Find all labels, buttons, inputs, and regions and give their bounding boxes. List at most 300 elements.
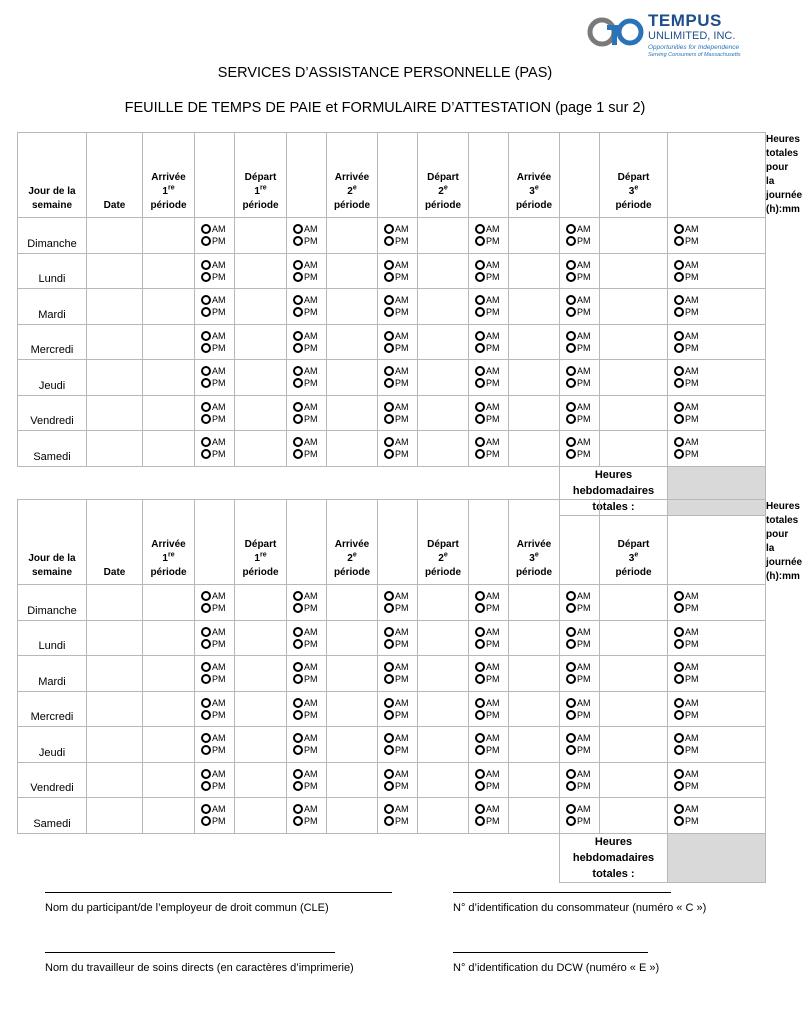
am-radio-icon[interactable]	[475, 260, 485, 270]
pm-option[interactable]	[293, 744, 326, 756]
pm-option[interactable]	[566, 448, 599, 460]
am-radio-icon[interactable]	[566, 733, 576, 743]
am-radio-icon[interactable]	[384, 769, 394, 779]
pm-option[interactable]	[674, 342, 765, 354]
pm-option[interactable]	[475, 744, 508, 756]
am-radio-icon[interactable]	[384, 402, 394, 412]
pm-option[interactable]	[201, 780, 234, 792]
am-option[interactable]	[475, 259, 508, 271]
time-cell-arrivee2[interactable]	[327, 656, 378, 692]
time-cell-depart2[interactable]	[418, 218, 469, 254]
time-cell-arrivee3[interactable]	[509, 691, 560, 727]
am-radio-icon[interactable]	[384, 366, 394, 376]
pm-option[interactable]	[293, 235, 326, 247]
pm-option[interactable]	[384, 448, 417, 460]
time-cell-depart3[interactable]	[600, 762, 668, 798]
pm-option[interactable]	[674, 377, 765, 389]
pm-option[interactable]	[201, 815, 234, 827]
time-cell-depart1[interactable]	[235, 656, 287, 692]
am-radio-icon[interactable]	[475, 366, 485, 376]
pm-radio-icon[interactable]	[293, 639, 303, 649]
am-option[interactable]	[384, 259, 417, 271]
pm-option[interactable]	[293, 377, 326, 389]
pm-option[interactable]	[201, 744, 234, 756]
pm-radio-icon[interactable]	[566, 639, 576, 649]
pm-option[interactable]	[384, 377, 417, 389]
pm-option[interactable]	[674, 815, 765, 827]
pm-option[interactable]	[201, 235, 234, 247]
time-cell-depart1[interactable]	[235, 727, 287, 763]
date-cell[interactable]	[87, 585, 143, 621]
pm-radio-icon[interactable]	[384, 745, 394, 755]
time-cell-arrivee3[interactable]	[509, 395, 560, 431]
am-radio-icon[interactable]	[566, 662, 576, 672]
am-radio-icon[interactable]	[674, 804, 684, 814]
am-option[interactable]	[674, 330, 765, 342]
pm-option[interactable]	[566, 638, 599, 650]
pm-option[interactable]	[384, 271, 417, 283]
pm-option[interactable]	[566, 780, 599, 792]
pm-option[interactable]	[674, 673, 765, 685]
am-option[interactable]	[384, 768, 417, 780]
time-cell-arrivee2[interactable]	[327, 585, 378, 621]
am-option[interactable]	[384, 626, 417, 638]
date-cell[interactable]	[87, 656, 143, 692]
am-radio-icon[interactable]	[566, 804, 576, 814]
time-cell-depart2[interactable]	[418, 289, 469, 325]
pm-radio-icon[interactable]	[674, 307, 684, 317]
pm-radio-icon[interactable]	[674, 414, 684, 424]
am-radio-icon[interactable]	[293, 591, 303, 601]
pm-option[interactable]	[566, 306, 599, 318]
time-cell-arrivee3[interactable]	[509, 253, 560, 289]
am-radio-icon[interactable]	[566, 366, 576, 376]
time-cell-depart2[interactable]	[418, 585, 469, 621]
pm-radio-icon[interactable]	[475, 378, 485, 388]
pm-radio-icon[interactable]	[384, 414, 394, 424]
pm-radio-icon[interactable]	[475, 414, 485, 424]
am-radio-icon[interactable]	[566, 698, 576, 708]
am-option[interactable]	[674, 590, 765, 602]
pm-radio-icon[interactable]	[201, 307, 211, 317]
pm-option[interactable]	[566, 342, 599, 354]
am-radio-icon[interactable]	[475, 769, 485, 779]
pm-radio-icon[interactable]	[201, 781, 211, 791]
time-cell-arrivee1[interactable]	[143, 253, 195, 289]
time-cell-depart1[interactable]	[235, 431, 287, 467]
time-cell-depart3[interactable]	[600, 656, 668, 692]
pm-radio-icon[interactable]	[566, 307, 576, 317]
am-option[interactable]	[201, 223, 234, 235]
pm-option[interactable]	[293, 413, 326, 425]
pm-option[interactable]	[674, 709, 765, 721]
pm-option[interactable]	[384, 780, 417, 792]
pm-radio-icon[interactable]	[293, 816, 303, 826]
pm-radio-icon[interactable]	[674, 710, 684, 720]
time-cell-depart2[interactable]	[418, 798, 469, 834]
pm-option[interactable]	[293, 709, 326, 721]
time-cell-depart1[interactable]	[235, 798, 287, 834]
pm-option[interactable]	[384, 638, 417, 650]
am-radio-icon[interactable]	[674, 769, 684, 779]
am-radio-icon[interactable]	[674, 260, 684, 270]
time-cell-depart2[interactable]	[418, 431, 469, 467]
time-cell-arrivee1[interactable]	[143, 691, 195, 727]
am-radio-icon[interactable]	[475, 331, 485, 341]
pm-option[interactable]	[293, 673, 326, 685]
am-option[interactable]	[384, 732, 417, 744]
date-cell[interactable]	[87, 324, 143, 360]
time-cell-arrivee3[interactable]	[509, 620, 560, 656]
pm-option[interactable]	[566, 413, 599, 425]
pm-option[interactable]	[384, 673, 417, 685]
pm-option[interactable]	[201, 709, 234, 721]
pm-radio-icon[interactable]	[201, 816, 211, 826]
pm-radio-icon[interactable]	[674, 781, 684, 791]
pm-radio-icon[interactable]	[475, 236, 485, 246]
am-radio-icon[interactable]	[201, 224, 211, 234]
pm-option[interactable]	[475, 815, 508, 827]
pm-radio-icon[interactable]	[293, 236, 303, 246]
pm-option[interactable]	[475, 306, 508, 318]
am-option[interactable]	[201, 330, 234, 342]
am-option[interactable]	[293, 436, 326, 448]
am-option[interactable]	[674, 401, 765, 413]
am-radio-icon[interactable]	[475, 698, 485, 708]
am-option[interactable]	[201, 626, 234, 638]
time-cell-depart1[interactable]	[235, 218, 287, 254]
pm-radio-icon[interactable]	[384, 343, 394, 353]
am-option[interactable]	[293, 590, 326, 602]
time-cell-arrivee3[interactable]	[509, 431, 560, 467]
am-radio-icon[interactable]	[475, 402, 485, 412]
pm-option[interactable]	[293, 448, 326, 460]
time-cell-depart2[interactable]	[418, 324, 469, 360]
time-cell-depart2[interactable]	[418, 253, 469, 289]
am-option[interactable]	[384, 401, 417, 413]
time-cell-arrivee2[interactable]	[327, 289, 378, 325]
am-option[interactable]	[384, 697, 417, 709]
am-radio-icon[interactable]	[293, 295, 303, 305]
am-option[interactable]	[566, 365, 599, 377]
pm-radio-icon[interactable]	[384, 236, 394, 246]
pm-option[interactable]	[475, 235, 508, 247]
am-radio-icon[interactable]	[566, 295, 576, 305]
am-option[interactable]	[293, 803, 326, 815]
time-cell-arrivee2[interactable]	[327, 324, 378, 360]
pm-option[interactable]	[475, 342, 508, 354]
am-option[interactable]	[293, 732, 326, 744]
am-option[interactable]	[674, 223, 765, 235]
pm-option[interactable]	[201, 306, 234, 318]
am-option[interactable]	[566, 661, 599, 673]
pm-radio-icon[interactable]	[293, 272, 303, 282]
am-option[interactable]	[674, 697, 765, 709]
pm-radio-icon[interactable]	[566, 745, 576, 755]
time-cell-arrivee3[interactable]	[509, 727, 560, 763]
pm-radio-icon[interactable]	[475, 674, 485, 684]
am-option[interactable]	[475, 294, 508, 306]
date-cell[interactable]	[87, 727, 143, 763]
am-option[interactable]	[384, 365, 417, 377]
pm-radio-icon[interactable]	[566, 414, 576, 424]
pm-option[interactable]	[384, 413, 417, 425]
am-option[interactable]	[674, 626, 765, 638]
pm-option[interactable]	[566, 377, 599, 389]
am-radio-icon[interactable]	[566, 437, 576, 447]
pm-radio-icon[interactable]	[475, 603, 485, 613]
pm-radio-icon[interactable]	[674, 449, 684, 459]
date-cell[interactable]	[87, 360, 143, 396]
am-radio-icon[interactable]	[201, 402, 211, 412]
worker-name-line[interactable]	[45, 952, 335, 953]
am-radio-icon[interactable]	[293, 733, 303, 743]
am-option[interactable]	[293, 294, 326, 306]
am-option[interactable]	[293, 401, 326, 413]
time-cell-arrivee1[interactable]	[143, 727, 195, 763]
pm-radio-icon[interactable]	[566, 781, 576, 791]
pm-option[interactable]	[293, 306, 326, 318]
am-option[interactable]	[293, 259, 326, 271]
am-option[interactable]	[293, 768, 326, 780]
pm-radio-icon[interactable]	[384, 307, 394, 317]
am-option[interactable]	[475, 768, 508, 780]
pm-option[interactable]	[201, 377, 234, 389]
pm-radio-icon[interactable]	[674, 816, 684, 826]
am-radio-icon[interactable]	[475, 295, 485, 305]
am-radio-icon[interactable]	[293, 366, 303, 376]
am-option[interactable]	[566, 294, 599, 306]
am-option[interactable]	[201, 768, 234, 780]
date-cell[interactable]	[87, 218, 143, 254]
am-radio-icon[interactable]	[674, 591, 684, 601]
pm-option[interactable]	[566, 673, 599, 685]
am-option[interactable]	[293, 626, 326, 638]
time-cell-arrivee3[interactable]	[509, 324, 560, 360]
time-cell-depart1[interactable]	[235, 360, 287, 396]
am-radio-icon[interactable]	[475, 662, 485, 672]
time-cell-depart3[interactable]	[600, 253, 668, 289]
am-radio-icon[interactable]	[201, 698, 211, 708]
am-option[interactable]	[384, 330, 417, 342]
time-cell-depart3[interactable]	[600, 691, 668, 727]
pm-radio-icon[interactable]	[201, 343, 211, 353]
pm-radio-icon[interactable]	[293, 414, 303, 424]
date-cell[interactable]	[87, 253, 143, 289]
time-cell-arrivee3[interactable]	[509, 585, 560, 621]
am-option[interactable]	[566, 223, 599, 235]
pm-radio-icon[interactable]	[475, 710, 485, 720]
am-option[interactable]	[201, 436, 234, 448]
am-option[interactable]	[201, 259, 234, 271]
date-cell[interactable]	[87, 762, 143, 798]
time-cell-depart1[interactable]	[235, 253, 287, 289]
am-radio-icon[interactable]	[475, 224, 485, 234]
pm-option[interactable]	[566, 709, 599, 721]
am-radio-icon[interactable]	[674, 662, 684, 672]
pm-option[interactable]	[566, 815, 599, 827]
am-radio-icon[interactable]	[293, 224, 303, 234]
am-radio-icon[interactable]	[201, 295, 211, 305]
date-cell[interactable]	[87, 289, 143, 325]
pm-radio-icon[interactable]	[566, 710, 576, 720]
pm-option[interactable]	[674, 448, 765, 460]
am-option[interactable]	[293, 330, 326, 342]
pm-radio-icon[interactable]	[201, 639, 211, 649]
time-cell-arrivee2[interactable]	[327, 218, 378, 254]
pm-option[interactable]	[566, 744, 599, 756]
am-option[interactable]	[475, 803, 508, 815]
pm-option[interactable]	[674, 744, 765, 756]
am-radio-icon[interactable]	[475, 437, 485, 447]
time-cell-depart2[interactable]	[418, 691, 469, 727]
pm-radio-icon[interactable]	[475, 816, 485, 826]
am-radio-icon[interactable]	[384, 733, 394, 743]
pm-option[interactable]	[674, 306, 765, 318]
am-option[interactable]	[475, 732, 508, 744]
time-cell-depart2[interactable]	[418, 656, 469, 692]
pm-option[interactable]	[475, 271, 508, 283]
pm-radio-icon[interactable]	[384, 781, 394, 791]
time-cell-depart2[interactable]	[418, 395, 469, 431]
pm-option[interactable]	[674, 413, 765, 425]
pm-option[interactable]	[201, 602, 234, 614]
am-option[interactable]	[293, 697, 326, 709]
pm-radio-icon[interactable]	[475, 781, 485, 791]
am-option[interactable]	[201, 401, 234, 413]
pm-option[interactable]	[566, 271, 599, 283]
time-cell-depart3[interactable]	[600, 585, 668, 621]
time-cell-depart3[interactable]	[600, 727, 668, 763]
am-option[interactable]	[566, 626, 599, 638]
pm-radio-icon[interactable]	[475, 272, 485, 282]
am-radio-icon[interactable]	[201, 733, 211, 743]
am-radio-icon[interactable]	[674, 437, 684, 447]
time-cell-arrivee2[interactable]	[327, 253, 378, 289]
pm-radio-icon[interactable]	[475, 639, 485, 649]
am-radio-icon[interactable]	[566, 331, 576, 341]
time-cell-arrivee2[interactable]	[327, 691, 378, 727]
pm-radio-icon[interactable]	[384, 449, 394, 459]
pm-radio-icon[interactable]	[475, 449, 485, 459]
am-radio-icon[interactable]	[384, 331, 394, 341]
am-option[interactable]	[475, 223, 508, 235]
am-radio-icon[interactable]	[293, 402, 303, 412]
pm-radio-icon[interactable]	[201, 710, 211, 720]
am-option[interactable]	[475, 626, 508, 638]
am-radio-icon[interactable]	[293, 804, 303, 814]
am-radio-icon[interactable]	[384, 591, 394, 601]
am-radio-icon[interactable]	[384, 698, 394, 708]
pm-radio-icon[interactable]	[674, 272, 684, 282]
pm-radio-icon[interactable]	[566, 343, 576, 353]
am-option[interactable]	[566, 768, 599, 780]
am-option[interactable]	[674, 436, 765, 448]
time-cell-arrivee1[interactable]	[143, 798, 195, 834]
am-option[interactable]	[674, 661, 765, 673]
am-radio-icon[interactable]	[566, 769, 576, 779]
am-option[interactable]	[293, 661, 326, 673]
am-radio-icon[interactable]	[293, 662, 303, 672]
am-radio-icon[interactable]	[674, 224, 684, 234]
pm-radio-icon[interactable]	[384, 378, 394, 388]
pm-radio-icon[interactable]	[293, 674, 303, 684]
am-radio-icon[interactable]	[475, 627, 485, 637]
time-cell-arrivee1[interactable]	[143, 395, 195, 431]
pm-radio-icon[interactable]	[201, 603, 211, 613]
pm-radio-icon[interactable]	[293, 781, 303, 791]
pm-option[interactable]	[475, 377, 508, 389]
pm-option[interactable]	[475, 602, 508, 614]
am-option[interactable]	[384, 294, 417, 306]
time-cell-depart3[interactable]	[600, 360, 668, 396]
time-cell-arrivee2[interactable]	[327, 360, 378, 396]
pm-option[interactable]	[566, 235, 599, 247]
am-option[interactable]	[201, 590, 234, 602]
pm-option[interactable]	[201, 413, 234, 425]
pm-radio-icon[interactable]	[566, 674, 576, 684]
pm-radio-icon[interactable]	[674, 745, 684, 755]
am-option[interactable]	[566, 259, 599, 271]
pm-option[interactable]	[674, 271, 765, 283]
am-radio-icon[interactable]	[566, 224, 576, 234]
time-cell-depart1[interactable]	[235, 395, 287, 431]
participant-name-line[interactable]	[45, 892, 392, 893]
time-cell-arrivee3[interactable]	[509, 762, 560, 798]
pm-radio-icon[interactable]	[674, 343, 684, 353]
pm-radio-icon[interactable]	[384, 816, 394, 826]
am-option[interactable]	[566, 732, 599, 744]
pm-radio-icon[interactable]	[293, 603, 303, 613]
time-cell-depart1[interactable]	[235, 585, 287, 621]
pm-radio-icon[interactable]	[201, 414, 211, 424]
am-option[interactable]	[674, 732, 765, 744]
am-radio-icon[interactable]	[201, 662, 211, 672]
time-cell-arrivee2[interactable]	[327, 727, 378, 763]
pm-option[interactable]	[384, 306, 417, 318]
time-cell-depart1[interactable]	[235, 762, 287, 798]
pm-option[interactable]	[475, 448, 508, 460]
pm-radio-icon[interactable]	[201, 745, 211, 755]
pm-option[interactable]	[674, 638, 765, 650]
am-option[interactable]	[566, 803, 599, 815]
pm-option[interactable]	[384, 602, 417, 614]
time-cell-arrivee3[interactable]	[509, 218, 560, 254]
time-cell-arrivee3[interactable]	[509, 289, 560, 325]
pm-option[interactable]	[384, 235, 417, 247]
pm-radio-icon[interactable]	[293, 745, 303, 755]
am-radio-icon[interactable]	[293, 260, 303, 270]
pm-option[interactable]	[384, 709, 417, 721]
pm-radio-icon[interactable]	[293, 343, 303, 353]
pm-option[interactable]	[201, 271, 234, 283]
am-radio-icon[interactable]	[674, 698, 684, 708]
time-cell-depart2[interactable]	[418, 360, 469, 396]
pm-option[interactable]	[293, 638, 326, 650]
pm-option[interactable]	[201, 673, 234, 685]
pm-radio-icon[interactable]	[384, 272, 394, 282]
time-cell-arrivee1[interactable]	[143, 762, 195, 798]
time-cell-depart3[interactable]	[600, 798, 668, 834]
pm-option[interactable]	[475, 638, 508, 650]
time-cell-depart3[interactable]	[600, 395, 668, 431]
am-radio-icon[interactable]	[674, 627, 684, 637]
am-option[interactable]	[293, 223, 326, 235]
time-cell-arrivee2[interactable]	[327, 762, 378, 798]
time-cell-arrivee1[interactable]	[143, 289, 195, 325]
am-radio-icon[interactable]	[201, 591, 211, 601]
am-radio-icon[interactable]	[201, 260, 211, 270]
